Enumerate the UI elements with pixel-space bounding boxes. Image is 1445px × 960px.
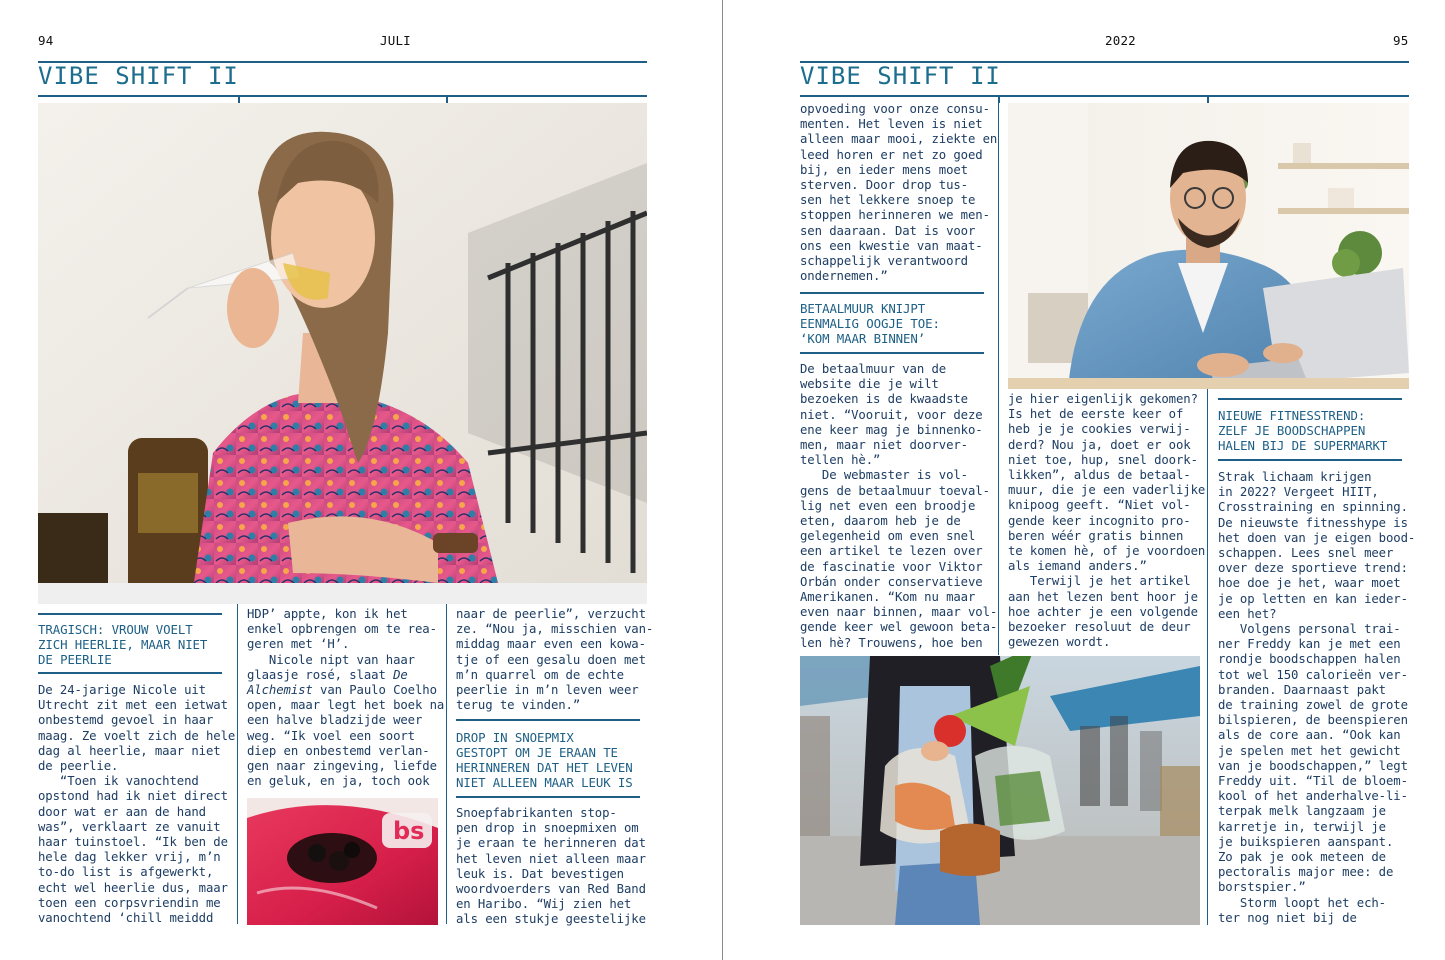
body-article2-continued: opvoeding voor onze consu- menten. Het leven is niet alleen maar mooi, ziekte en leed horen er net zo goed bij, en ieder mens moet sterven. Door drop tus- sen het lekkere snoep te stoppen herinneren we men- sen daaraan. Dat is voor ons een kwestie van maat- schappelijk verantwoord ondernemen.” (800, 102, 998, 284)
column-tick-right-2 (1207, 95, 1209, 103)
photo-woman-drinking-wine (38, 103, 647, 604)
column-rule-right-1 (998, 103, 999, 655)
column-tick-right-1 (998, 95, 1000, 103)
running-header-month: JULI (380, 33, 411, 48)
headline-rule-top-article4 (1218, 398, 1402, 400)
column-tick-left-1 (238, 95, 240, 103)
header-rule-bottom-left (38, 95, 647, 97)
body-article3-col1: De betaalmuur van de website die je wilt bezoeken is de kwaadste niet. “Vooruit, voor deze ene keer mag je binnenko- men, maar niet doorver- tellen hè.” De webmaster is vol- gens de betaalmuur toeval- lig net even een broodje eten, daarom heb je de gelegenheid om even snel een artikel te lezen over de fascinatie voor Viktor Orbán onder conservatieve Amerikanen. “Kom nu maar even naar binnen, maar vol- gende keer wel gewoon beta- len hè? Trouwens, hoe ben (800, 362, 998, 650)
page-number-left: 94 (38, 33, 54, 48)
section-title-right: VIBE SHIFT II (800, 62, 1001, 90)
photo-woman-carrying-groceries (800, 656, 1200, 925)
page-number-right: 95 (1393, 33, 1409, 48)
book-title-italic: De Alchemist (247, 667, 408, 698)
body-article1-col1: De 24-jarige Nicole uit Utrecht zit met een ietwat onbestemd gevoel in haar maag. Ze voelt zich de hele dag al heerlie, maar niet de peerlie. “Toen ik vanochtend opstond had ik niet direct door wat er aan de hand was”, verklaart ze vanuit haar tuinstoel. “Ik ben de hele dag lekker vrij, m’n to-do list is afgewerkt, echt wel heerlie dus, maar toen een corpsvriendin me vanochtend ‘chill meiddd (38, 683, 236, 926)
body-article1-col2-part2: van Paulo Coelho open, maar legt het boek na een halve bladzijde weer weg. “Ik voel een soort diep en onbestemd verlan- gen naar zingeving, liefde en geluk, en ja, toch ook (247, 683, 445, 789)
photo-man-with-laptop (1008, 103, 1409, 389)
spread-gutter (722, 0, 723, 960)
section-title-left: VIBE SHIFT II (38, 62, 239, 90)
body-article1-col2 (247, 607, 444, 789)
headline-rule-bottom-article3 (800, 352, 984, 354)
headline-article3: BETAALMUUR KNIJPT EENMALIG OOGJE TOE: ‘KOM MAAR BINNEN’ (800, 301, 940, 346)
column-rule-left-1 (237, 604, 238, 924)
candy-wrapper-logo-text: bs (393, 817, 425, 845)
column-tick-left-2 (446, 95, 448, 103)
body-article2: Snoepfabrikanten stop- pen drop in snoepmixen om je eraan te herinneren dat het leven niet alleen maar leuk is. Dat bevestigen woordvoerders van Red Band en Haribo. “Wij zien het als een stukje geestelijke (456, 806, 646, 927)
body-article1-col3: naar de peerlie”, verzucht ze. “Nou ja, misschien van- middag maar even een kowa- tje of een gesalu doen met m’n quarrel om de echte peerlie in m’n leven weer terug te vinden.” (456, 607, 654, 713)
headline-article1: TRAGISCH: VROUW VOELT ZICH HEERLIE, MAAR NIET DE PEERLIE (38, 622, 208, 667)
headline-rule-top-article3 (800, 292, 984, 294)
body-article3-col2: je hier eigenlijk gekomen? Is het de eerste keer of heb je je cookies verwij- derd? Nou ja, doet er ook niet toe, hup, snel doork- likken”, aldus de betaal- muur, die je een vaderlijke knipoog geeft. “Niet vol- gende keer incognito pro- beren wéér gratis binnen te komen hè, of je voordoen als iemand anders.” Terwijl je het artikel aan het lezen bent hoor je hoe achter je een volgende bezoeker resoluut de deur gewezen wordt. (1008, 392, 1206, 650)
headline-rule-top-article1 (38, 613, 222, 615)
photo-candy-bag (247, 798, 438, 925)
headline-article2: DROP IN SNOEPMIX GESTOPT OM JE ERAAN TE HERINNEREN DAT HET LEVEN NIET ALLEEN MAAR LEUK IS (456, 730, 633, 790)
headline-rule-bottom-article2 (456, 796, 640, 798)
headline-rule-bottom-article4 (1218, 459, 1402, 461)
headline-rule-top-article2 (456, 719, 640, 721)
running-header-year: 2022 (1105, 33, 1136, 48)
header-rule-bottom-right (800, 95, 1409, 97)
headline-article4: NIEUWE FITNESSTREND: ZELF JE BOODSCHAPPEN HALEN BIJ DE SUPERMARKT (1218, 408, 1388, 453)
column-rule-right-2 (1207, 389, 1208, 925)
headline-rule-bottom-article1 (38, 672, 222, 674)
body-article4: Strak lichaam krijgen in 2022? Vergeet HIIT, Crosstraining en spinning. De nieuwste fitnesshype is het doen van je eigen bood- schappen. Lees snel meer over deze sportieve trend: hoe doe je het, waar moet je op letten en kan ieder- een het? Volgens personal trai- ner Freddy kan je met een rondje boodschappen halen tot wel 150 calorieën ver- branden. Daarnaast pakt de training zowel de grote bilspieren, de beenspieren als de core aan. “Ook kan je spelen met het gewicht van je boodschappen,” legt Freddy uit. “Til de bloem- kool of het anderhalve-li- terpak melk langzaam je karretje in, terwijl je je buikspieren aanspant. Zo pak je ook meteen de pectoralis major mee: de borstspier.” Storm loopt het ech- ter nog niet bij de (1218, 470, 1416, 925)
column-rule-left-2 (446, 604, 447, 924)
body-article1-col2-part1: HDP’ appte, kon ik het enkel opbrengen om te rea- geren met ‘H’. Nicole nipt van haar glaasje rosé, slaat (247, 607, 437, 682)
